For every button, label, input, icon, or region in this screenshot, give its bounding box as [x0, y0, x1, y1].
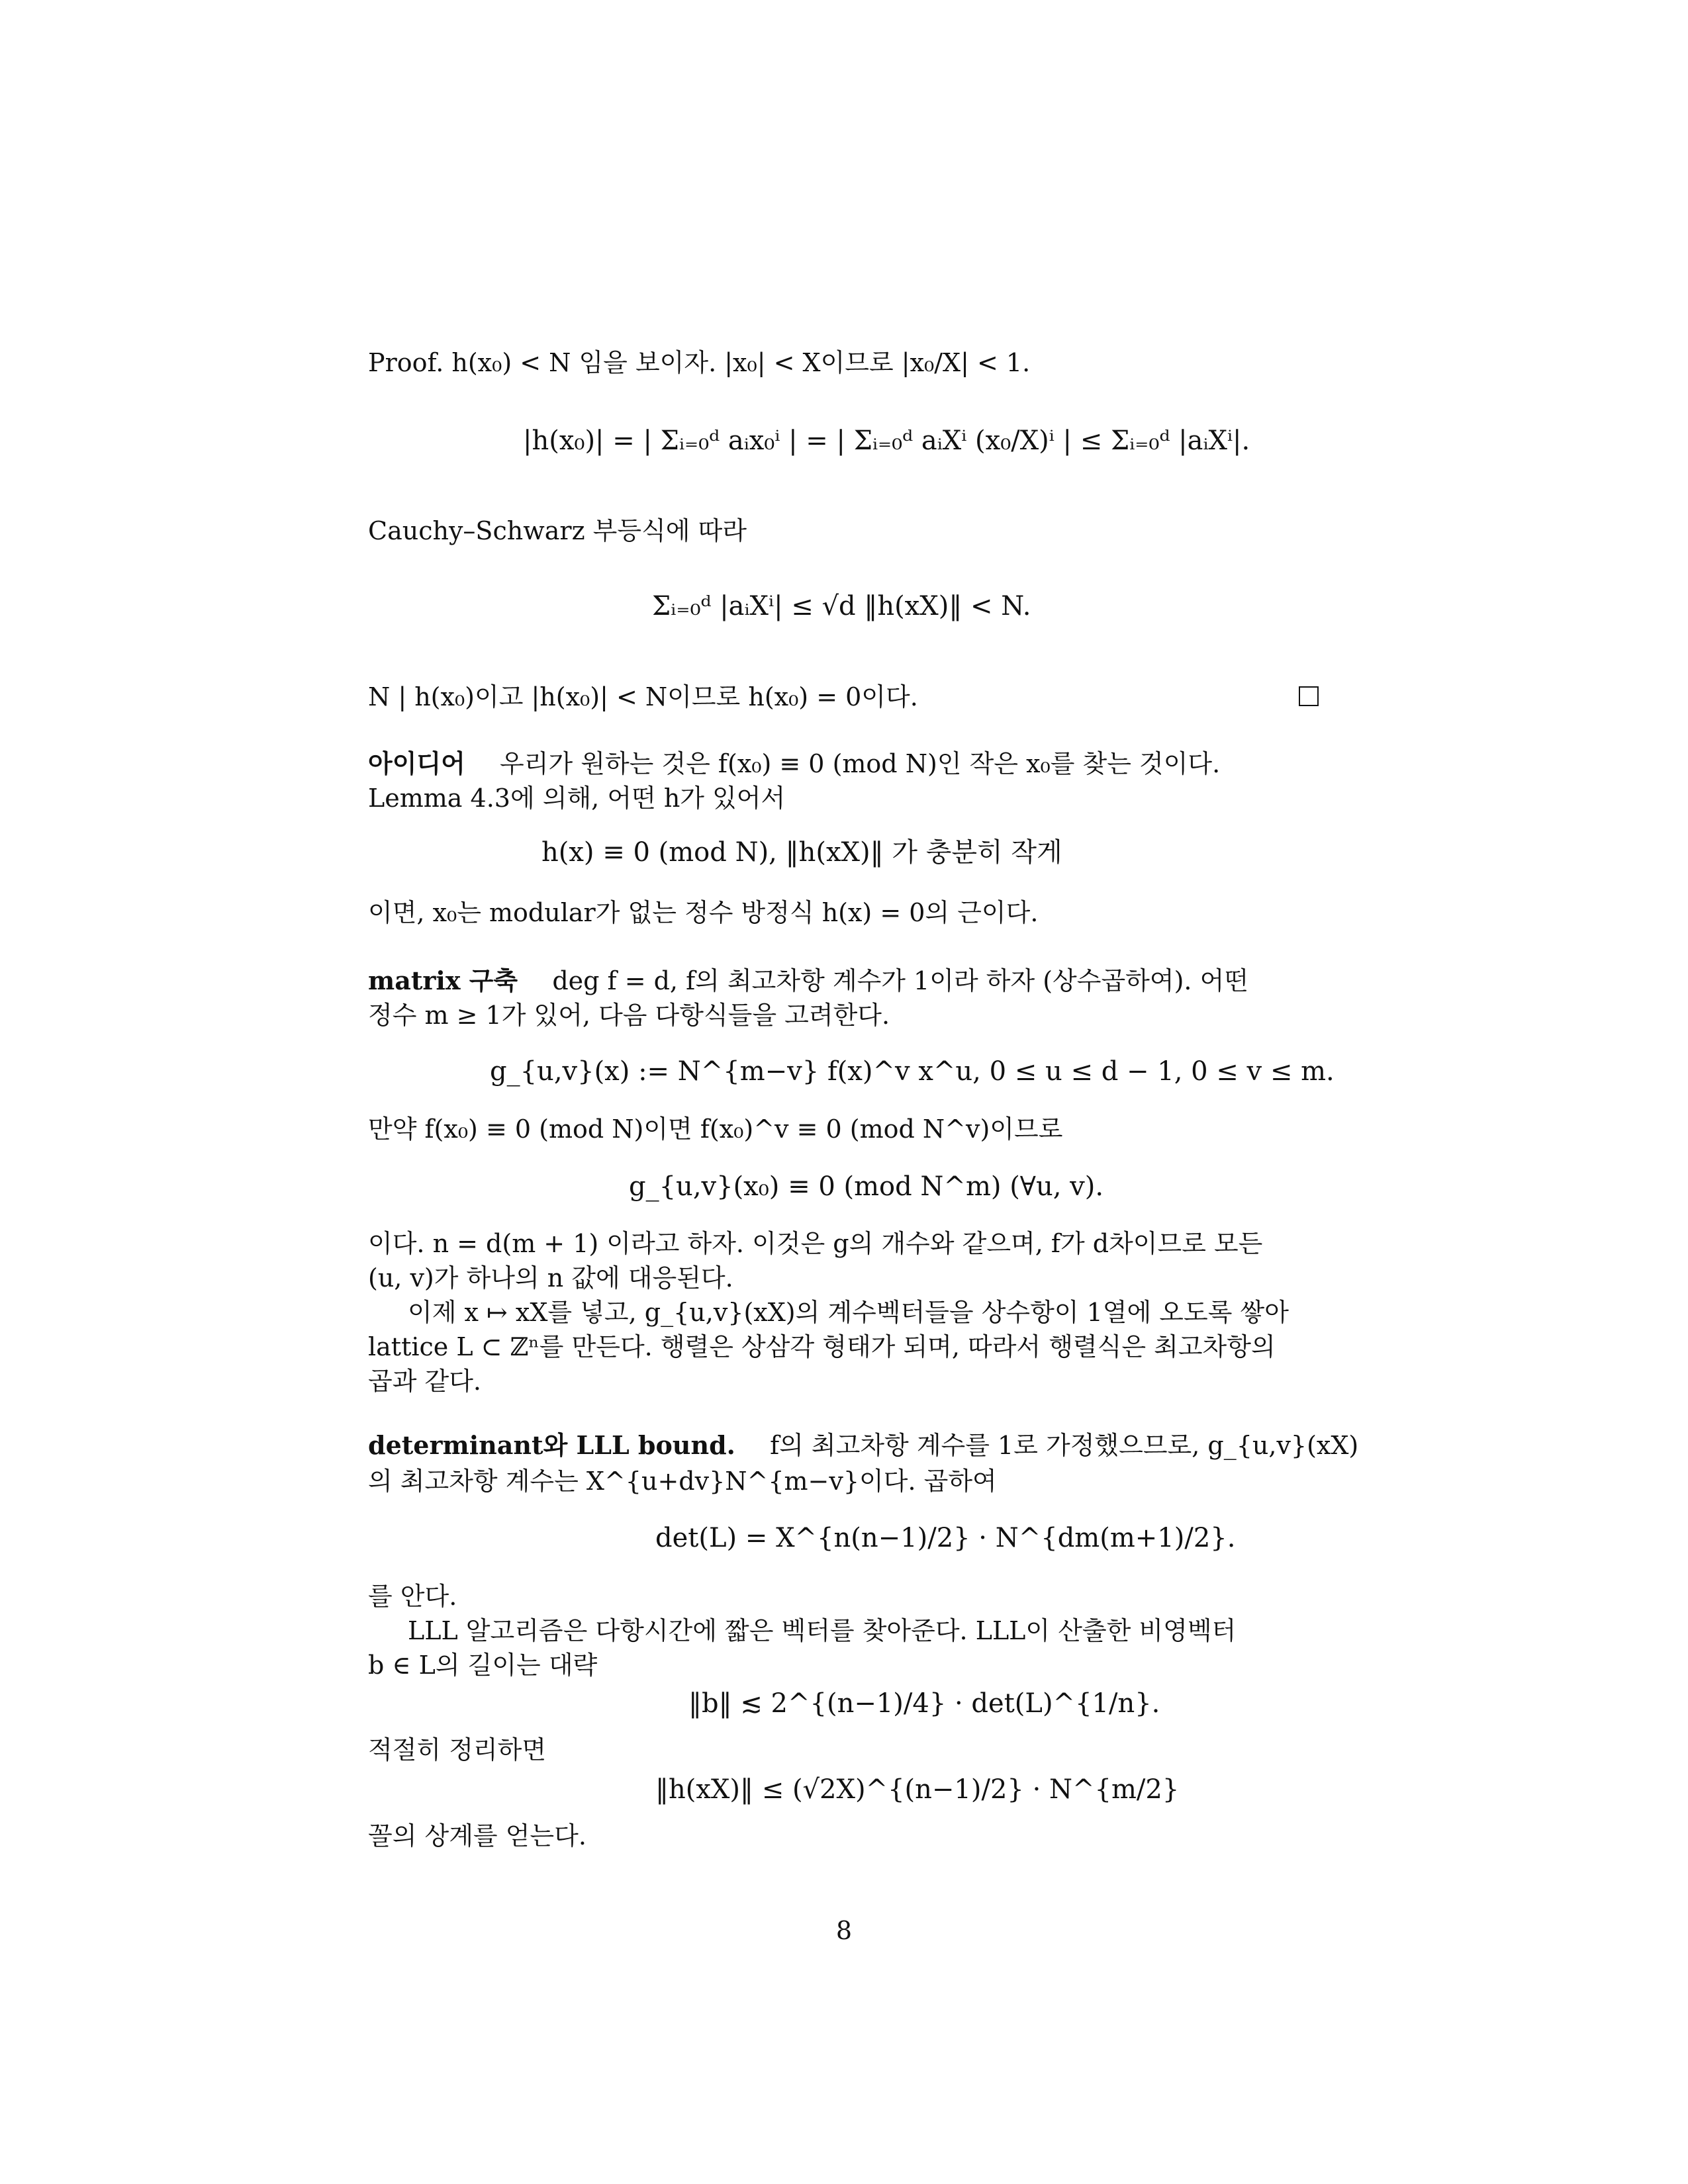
matrix-text-4: 이다. n = d(m + 1) 이라고 하자. 이것은 g의 개수와 같으며, f가 d차이므로 모든: [368, 1229, 1263, 1258]
proof-line-1: Proof. h(x₀) < N 임을 보이자. |x₀| < X이므로 |x₀/X| < 1.: [368, 348, 1031, 377]
det-text-4: LLL 알고리즘은 다항시간에 짧은 벡터를 찾아준다. LLL이 산출한 비영벡터: [408, 1616, 1237, 1645]
det-text-2: 의 최고차항 계수는 X^{u+dv}N^{m−v}이다. 곱하여: [368, 1467, 997, 1496]
matrix-text-7: lattice L ⊂ ℤⁿ를 만든다. 행렬은 상삼각 형태가 되며, 따라서 행렬식은 최고차항의: [368, 1332, 1276, 1361]
idea-text-3: 이면, x₀는 modular가 없는 정수 방정식 h(x) = 0의 근이다.: [368, 898, 1039, 927]
matrix-text-3: 만약 f(x₀) ≡ 0 (mod N)이면 f(x₀)^v ≡ 0 (mod N^v)이므로: [368, 1115, 1063, 1144]
equation-lll-bound: ‖b‖ ≲ 2^{(n−1)/4} · det(L)^{1/n}.: [688, 1688, 1160, 1719]
det-text-3: 를 안다.: [368, 1582, 457, 1611]
matrix-heading: matrix 구축: [368, 966, 518, 995]
page-number: 8: [835, 1916, 853, 1945]
det-text-6: 적절히 정리하면: [368, 1735, 547, 1764]
idea-paragraph-line-1: [368, 747, 1321, 781]
det-text-1: f의 최고차항 계수를 1로 가정했으므로, g_{u,v}(xX): [770, 1431, 1359, 1460]
matrix-text-6: 이제 x ↦ xX를 넣고, g_{u,v}(xX)의 계수벡터들을 상수항이 1열에 오도록 쌓아: [408, 1298, 1289, 1327]
matrix-text-2: 정수 m ≥ 1가 있어, 다음 다항식들을 고려한다.: [368, 1001, 890, 1030]
matrix-text-8: 곱과 같다.: [368, 1367, 481, 1396]
qed-symbol: [1299, 686, 1319, 706]
equation-final-bound: ‖h(xX)‖ ≤ (√2X)^{(n−1)/2} · N^{m/2}: [655, 1774, 1180, 1805]
equation-sum-bound: |h(x₀)| = | Σᵢ₌₀ᵈ aᵢx₀ⁱ | = | Σᵢ₌₀ᵈ aᵢXⁱ (x₀/X)ⁱ | ≤ Σᵢ₌₀ᵈ |aᵢXⁱ|.: [523, 426, 1250, 456]
proof-line-2: Cauchy–Schwarz 부등식에 따라: [368, 516, 747, 545]
matrix-paragraph-line-1: [368, 964, 1321, 998]
equation-cauchy-schwarz: Σᵢ₌₀ᵈ |aᵢXⁱ| ≤ √d ‖h(xX)‖ < N.: [652, 591, 1031, 621]
det-heading: determinant와 LLL bound.: [368, 1430, 735, 1460]
det-text-7: 꼴의 상계를 얻는다.: [368, 1821, 586, 1850]
equation-determinant: det(L) = X^{n(n−1)/2} · N^{dm(m+1)/2}.: [655, 1523, 1236, 1553]
idea-text-2: Lemma 4.3에 의해, 어떤 h가 있어서: [368, 784, 786, 813]
matrix-text-1: deg f = d, f의 최고차항 계수가 1이라 하자 (상수곱하여). 어떤: [552, 966, 1248, 995]
equation-g-congruence: g_{u,v}(x₀) ≡ 0 (mod N^m) (∀u, v).: [629, 1171, 1104, 1202]
idea-text-1: 우리가 원하는 것은 f(x₀) ≡ 0 (mod N)인 작은 x₀를 찾는 것이다.: [500, 749, 1221, 778]
matrix-text-5: (u, v)가 하나의 n 값에 대응된다.: [368, 1263, 733, 1293]
det-paragraph-line-1: [368, 1428, 1359, 1463]
proof-line-3: N | h(x₀)이고 |h(x₀)| < N이므로 h(x₀) = 0이다.: [368, 682, 918, 711]
idea-heading: 아이디어: [368, 749, 465, 778]
det-text-5: b ∈ L의 길이는 대략: [368, 1651, 598, 1680]
equation-idea-condition: h(x) ≡ 0 (mod N), ‖h(xX)‖ 가 충분히 작게: [541, 837, 1062, 868]
equation-g-definition: g_{u,v}(x) := N^{m−v} f(x)^v x^u, 0 ≤ u ≤ d − 1, 0 ≤ v ≤ m.: [490, 1056, 1335, 1087]
